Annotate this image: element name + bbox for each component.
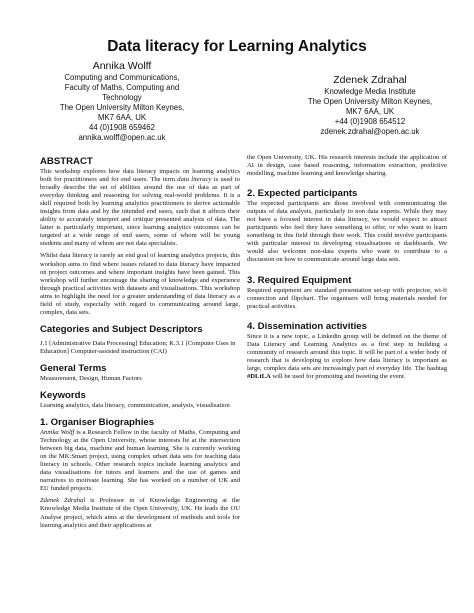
paper-title: Data literacy for Learning Analytics [107,38,367,55]
equipment-heading: 3. Required Equipment [247,274,352,286]
abstract-paragraph-2: Whilst data literacy is rarely an end goal of learning analytics projects, this workshop aims to find where issues related to data literacy have impacted on project outcomes and where important insights have been gained. This workshop will further encourage the sharing of knowledge and experience through practical activities with datasets and visualisations. This workshop aims to highlight the need for a greater understanding of data literacy as a field of study, especially with regard to communicating around large, complex, data sets. [40,252,240,316]
abstract-paragraph-1: This workshop explores how data literacy impacts on learning analytics both for practitioners and for end users. The term data literacy is used to broadly describe the set of abilities around the use of data as part of everyday thinking and reasoning for solving real-world problems. It is a skill required both by learning analytics practitioners to derive actionable insights from data and by the intended end users, such that it affects their ability to accurately interpret and critique presented analysis of data. The latter is particularly important, since learning analytics outcomes can be targeted at a wide range of end users, some of whom will be young students and many of whom are not data specialists. [40,168,240,248]
keywords-heading: Keywords [40,389,86,401]
keywords-text: Learning analytics, data literacy, communication, analysis, visualisation [40,401,230,409]
email-line: annika.wolff@open.ac.uk [78,133,166,142]
address-line: MK7 6AA, UK [97,113,147,122]
affiliation-line: Knowledge Media Institute [324,87,416,96]
bio-continuation: the Open University, UK. His research interests include the application of AI in design, case based reasoning, information extraction, predictive modelling, machine learning and knowledge sharing. [247,154,447,178]
categories-text: J.1 [Administrative Data Processing] Education; K.3.1 [Computer Uses in Education] Computer-assisted instruction (CAI) [40,339,236,355]
email-line: zdenek.zdrahal@open.ac.uk [320,127,420,136]
author-block-wolff [36,60,208,143]
affiliation-line: The Open University Milton Keynes, [59,103,185,112]
affiliation-line: The Open University Milton Keynes, [307,97,433,106]
participants-heading: 2. Expected participants [247,188,358,200]
general-terms-text: Measurement, Design, Human Factors [40,374,142,382]
bio-paragraph-wolff: Annika Wolff is a Research Fellow in the faculty of Maths, Computing and Technology at the Open University, whose interests lie at the intersection between big data, machine and human learning. She is currently working on the MK:Smart project, using complex urban data sets for teaching data literacy in schools. Other research topics include learning analytics and data visualisations for tutors and learners and the use of games and narratives to motivate learning. She has worked on a number of UK and EU funded projects. [40,429,241,493]
author-block-zdrahal [282,74,458,137]
address-line: MK7 6AA, UK [345,107,395,116]
general-terms-heading: General Terms [40,362,107,374]
author-name: Annika Wolff [92,60,152,72]
affiliation-line: Computing and Communications, [64,73,180,82]
dissemination-heading: 4. Dissemination activities [247,320,367,332]
affiliation-line: Technology [102,93,142,102]
bio-paragraph-zdrahal: Zdenek Zdrahal is Professor in of Knowledge Engineering at the Knowledge Media Institute of the Open University, UK. He leads the OU Analyse project, which aims at the development of methods and tools for learning analytics and their applications at [40,497,240,529]
author-name: Zdenek Zdrahal [333,74,407,86]
dissemination-paragraph: Since it is a new topic, a Linkedin group will be defined on the theme of Data Literacy and Learning Analytics as a first step in building a community of research around this topic. It will be part of a wider body of research that is developing to explore how data literacy is important as large, complex data sets are increasingly part of everyday life. The hashtag #DLtLA will be used for promoting and tweeting the event. [247,332,447,380]
affiliation-line: Faculty of Maths, Computing and [64,83,180,92]
participants-paragraph: The expected participants are those involved with communicating the outputs of data analysis, particularly to non data experts. While they may not have a focused interest in data literacy, we would expect to attract participants who feel they have something to offer, or who want to learn something in this field through their work. This could involve participants with particular interest in developing visualisations or dashboards. We would also welcome non-data experts who want to contribute to a discussion on how to communicate around large data sets. [247,200,447,264]
equipment-paragraph: Required equipment are standard presentation set-up with projector, wi-fi connection and flipchart. The organisers will bring materials needed for practical activities. [247,286,447,310]
organiser-bios-heading: 1. Organiser Biographies [40,417,155,429]
categories-heading: Categories and Subject Descriptors [40,323,203,335]
phone-line: +44 (0)1908 654512 [334,117,406,126]
left-column [40,156,240,530]
right-column [247,154,447,381]
abstract-heading: ABSTRACT [40,156,93,167]
phone-line: 44 (0)1908 659462 [89,123,155,132]
